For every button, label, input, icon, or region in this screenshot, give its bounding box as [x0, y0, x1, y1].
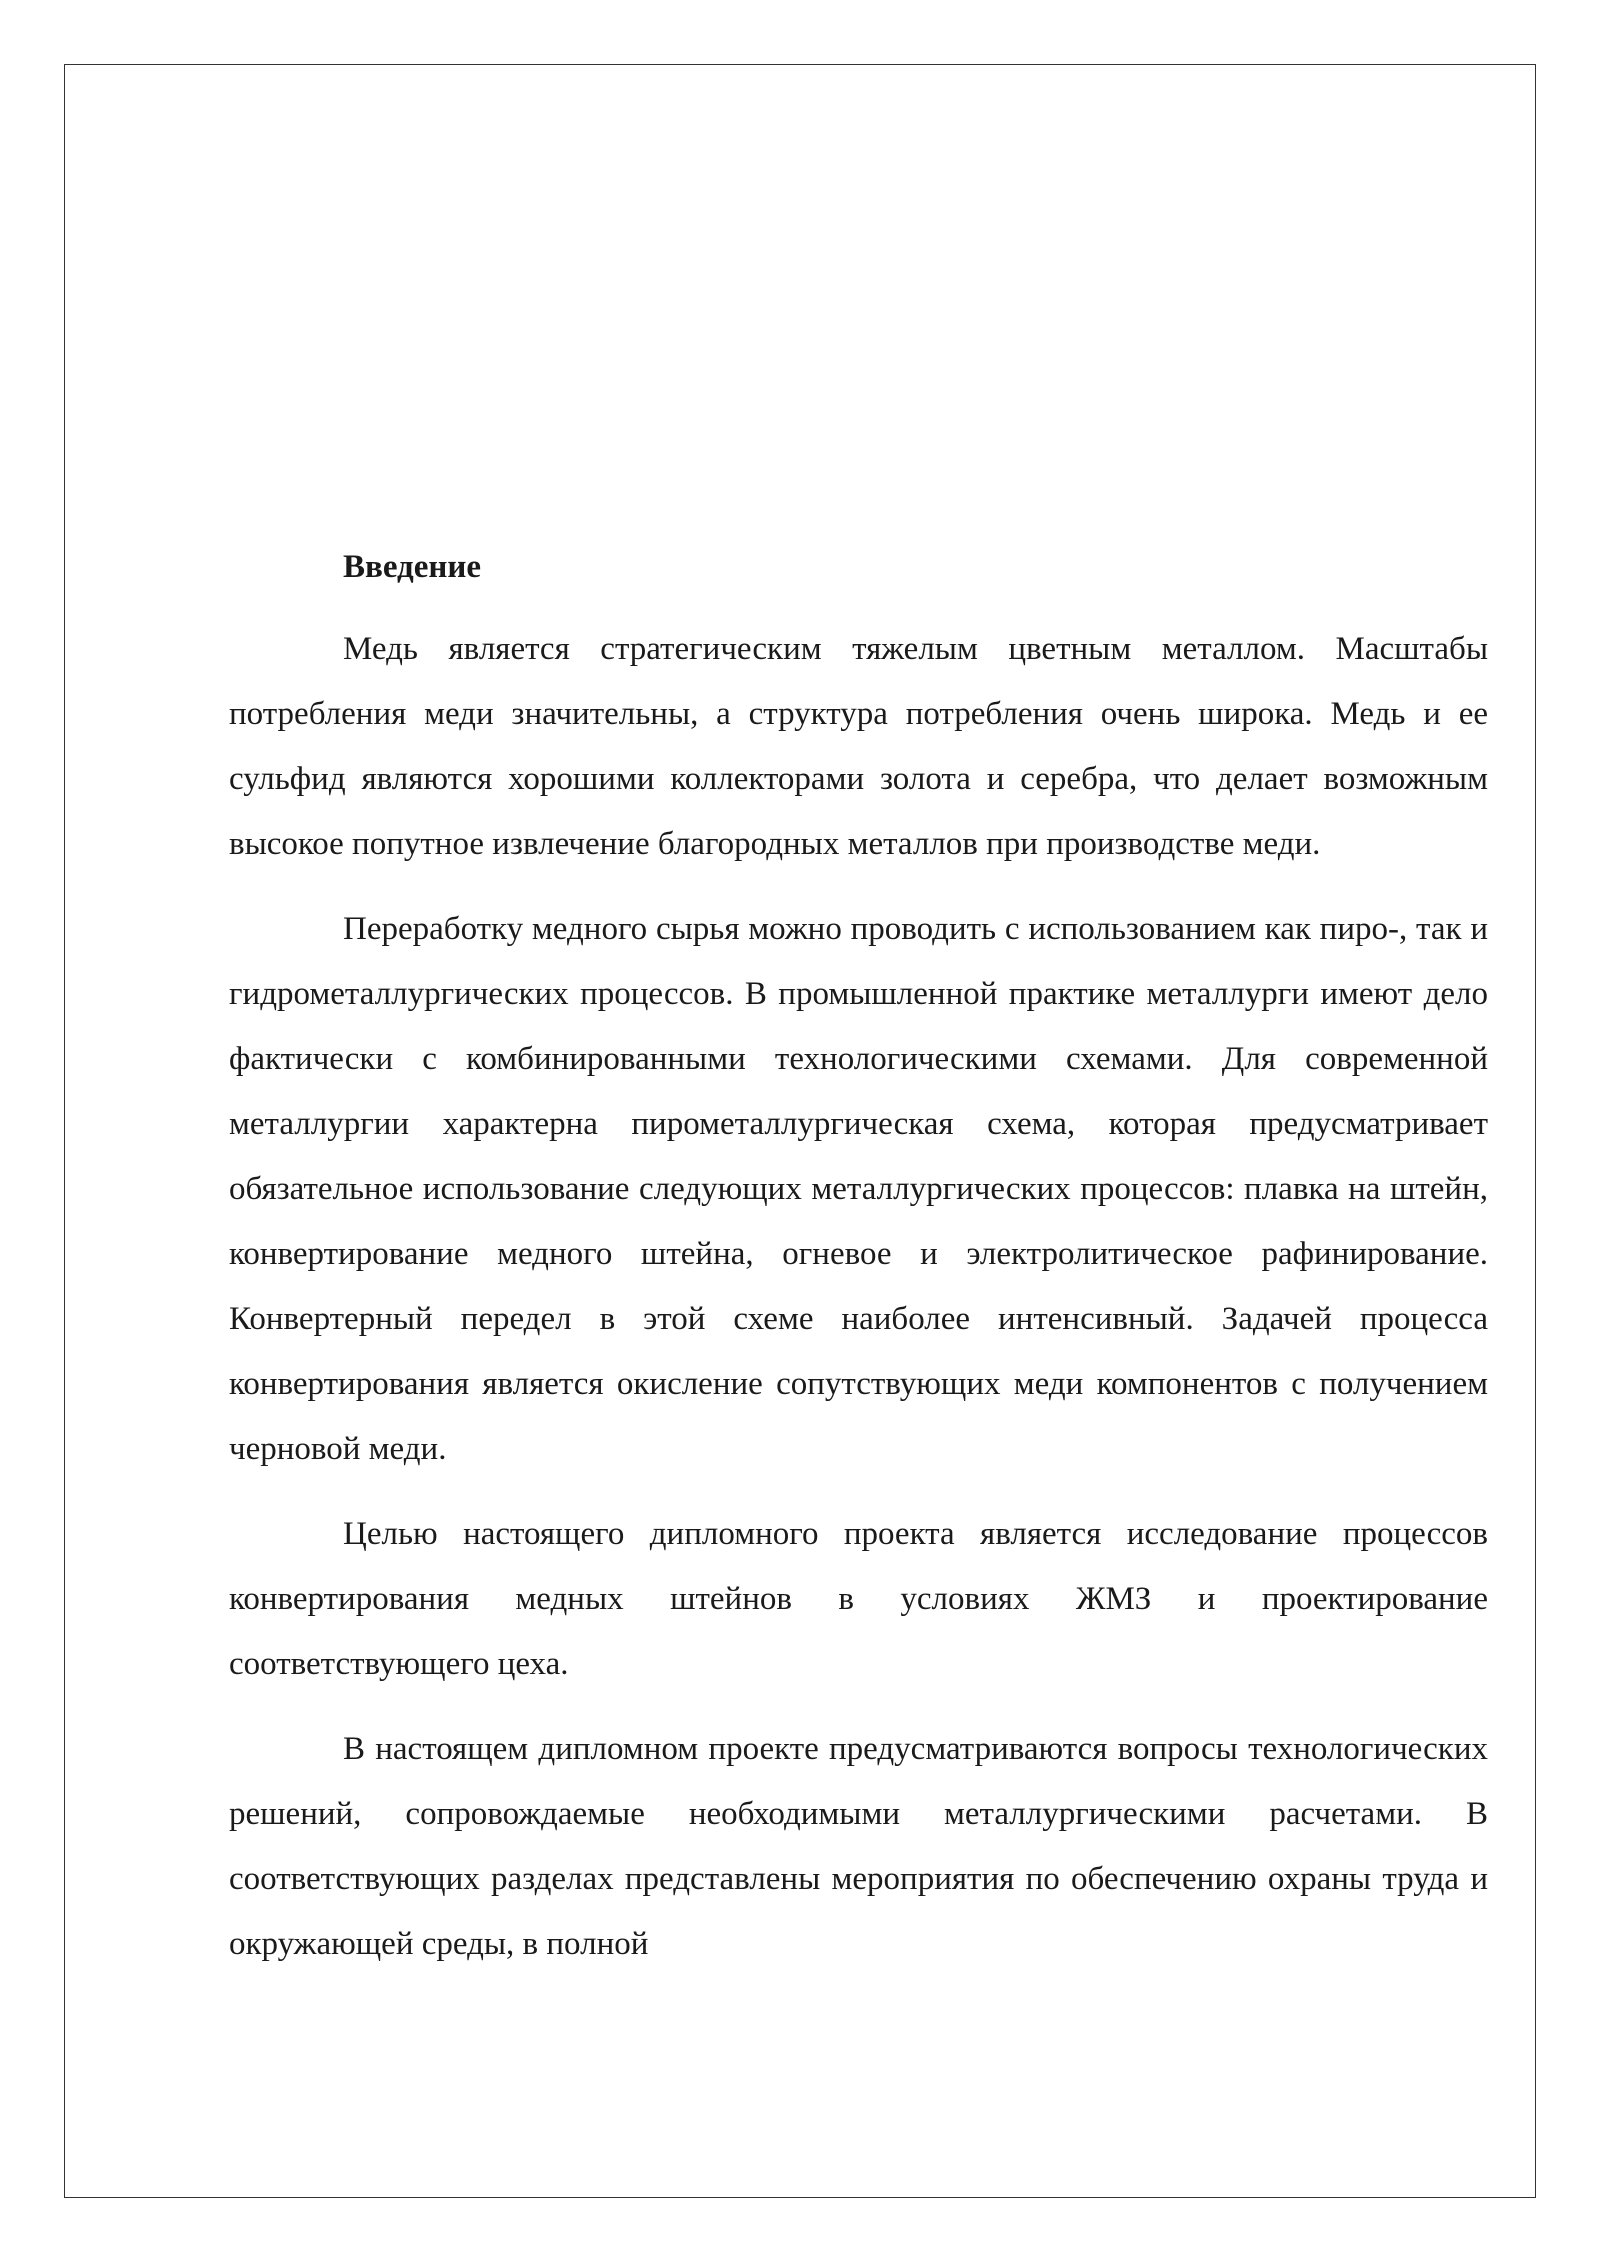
paragraph-copper-overview: Медь является стратегическим тяжелым цветным металлом. Масштабы потребления меди значительны, а структура потребления очень широка. Медь и ее сульфид являются хорошими коллекторами золота и серебра, что делает возможным высокое попутное извлечение благородных металлов при производстве меди.	[229, 631, 1488, 862]
paragraph-project-goal: Целью настоящего дипломного проекта является исследование процессов конвертирования медных штейнов в условиях ЖМЗ и проектирование соответствующего цеха.	[229, 1516, 1488, 1682]
section-heading: Введение	[343, 549, 482, 585]
document-body	[229, 535, 1488, 1977]
paragraph-project-scope: В настоящем дипломном проекте предусматриваются вопросы технологических решений, сопровождаемые необходимыми металлургическими расчетами. В соответствующих разделах представлены мероприятия по обеспечению охраны труда и окружающей среды, в полной	[229, 1731, 1488, 1962]
paragraph-processing-methods: Переработку медного сырья можно проводить с использованием как пиро-, так и гидрометаллургических процессов. В промышленной практике металлурги имеют дело фактически с комбинированными технологическими схемами. Для современной металлургии характерна пирометаллургическая схема, которая предусматривает обязательное использование следующих металлургических процессов: плавка на штейн, конвертирование медного штейна, огневое и электролитическое рафинирование. Конвертерный передел в этой схеме наиболее интенсивный. Задачей процесса конвертирования является окисление сопутствующих меди компонентов с получением черновой меди.	[229, 911, 1488, 1467]
